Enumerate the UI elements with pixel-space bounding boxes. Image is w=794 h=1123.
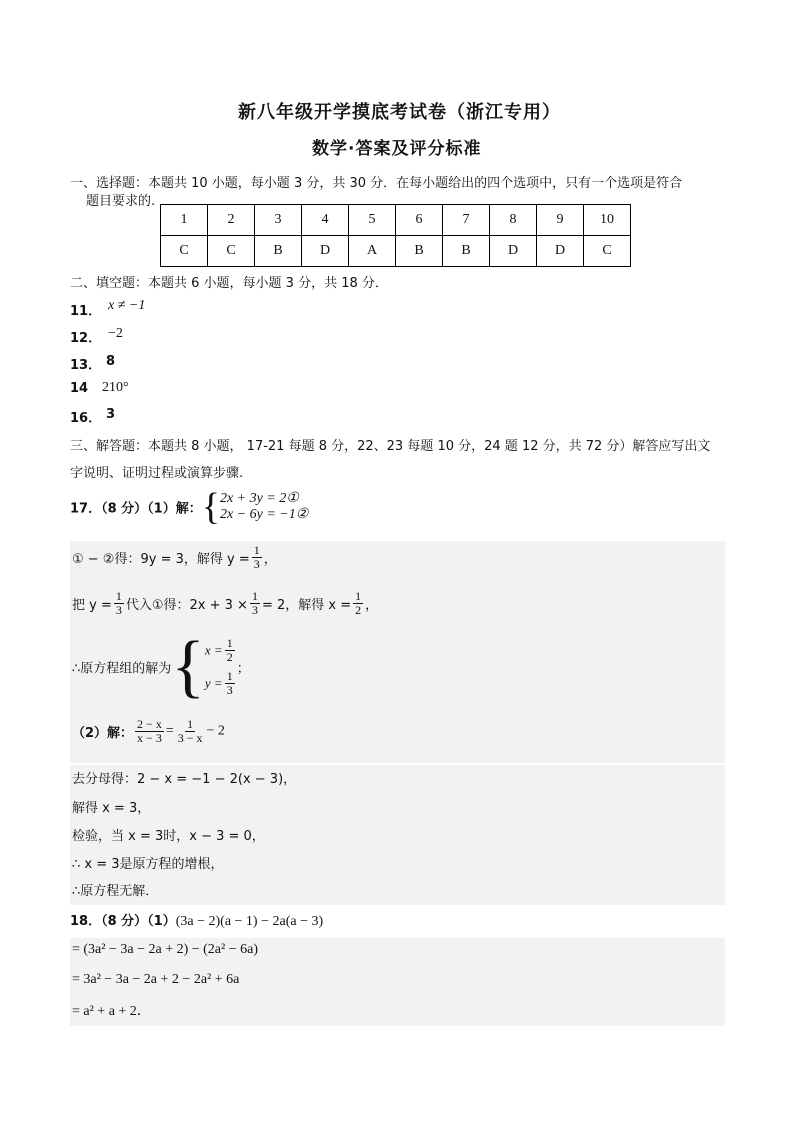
answer-table — [160, 204, 631, 267]
q17-heading — [70, 488, 308, 526]
table-cell-number: 4 — [302, 205, 349, 236]
answer-table-answer-row — [161, 236, 631, 267]
q17-line: 检验，当 x = 3时，x − 3 = 0， — [72, 829, 265, 844]
q18-heading — [70, 910, 323, 930]
table-cell-answer: C — [584, 236, 631, 267]
table-cell-number: 1 — [161, 205, 208, 236]
fill-item-answer: 8 — [106, 354, 116, 369]
q17-step1: ① − ②得：9y = 3，解得 y = $\frac{1}{3}$ ， — [72, 543, 277, 571]
equation-system — [220, 491, 308, 523]
table-cell-number: 10 — [584, 205, 631, 236]
answer-table-number-row — [161, 205, 631, 236]
table-cell-answer: C — [208, 236, 255, 267]
q17-step1-text: ① − ②得：9y = 3，解得 y = — [72, 552, 250, 567]
fill-item-number: 13． — [70, 358, 102, 373]
table-cell-answer: B — [396, 236, 443, 267]
q17-line: ∴原方程无解． — [72, 884, 159, 899]
fill-item-answer: 210° — [102, 380, 129, 395]
q18-line: = 3a² − 3a − 2a + 2 − 2a² + 6a — [72, 972, 240, 987]
fill-item-answer: x ≠ −1 — [108, 298, 146, 313]
q18-line: = a² + a + 2． — [72, 1004, 151, 1019]
solution-y: y = $\frac{1}{3}$ — [204, 669, 233, 697]
brace-glyph: { — [201, 486, 220, 528]
section3-intro-line2: 字说明、证明过程或演算步骤. — [70, 466, 244, 481]
equation-2: 2x − 6y = −1② — [219, 507, 309, 522]
q17-line: 去分母得：2 − x = −1 − 2(x − 3)， — [72, 772, 297, 787]
q18-label: 18．（8 分）（1） — [70, 914, 176, 929]
brace-glyph: { — [171, 628, 205, 705]
q18-expression: (3a − 2)(a − 1) − 2a(a − 3) — [175, 914, 324, 929]
q17-part2: （2）解： $\frac{2 - x}{x - 3}$ = $\frac{1}{3 - x}$ − 2 — [72, 717, 225, 745]
table-cell-answer: D — [490, 236, 537, 267]
fill-item-number: 14 — [70, 381, 89, 396]
table-cell-number: 6 — [396, 205, 443, 236]
q17-step2: 把 y = $\frac{1}{3}$ 代入①得：2x + 3 × $\frac{1}{3}$ = 2，解得 x = $\frac{1}{2}$ ， — [72, 589, 379, 617]
table-cell-number: 8 — [490, 205, 537, 236]
table-cell-number: 9 — [537, 205, 584, 236]
fraction: $\frac{1}{2}$ — [226, 636, 233, 664]
table-cell-number: 2 — [208, 205, 255, 236]
section1-intro-line2: 题目要求的. — [86, 194, 156, 209]
table-cell-number: 7 — [443, 205, 490, 236]
section3-intro-line1: 三、解答题：本题共 8 小题， 17-21 每题 8 分，22、23 每题 10 分，24 题 12 分，共 72 分）解答应写出文 — [70, 439, 711, 454]
section1-intro-line1: 一、选择题：本题共 10 小题，每小题 3 分，共 30 分．在每小题给出的四个选项中，只有一个选项是符合 — [70, 176, 683, 191]
q17-label: 17．（8 分）（1）解： — [70, 501, 202, 517]
fill-item-answer: −2 — [108, 326, 123, 341]
solution-values — [205, 637, 237, 697]
table-cell-answer: C — [161, 236, 208, 267]
page-subtitle: 数学·答案及评分标准 — [312, 139, 482, 159]
fraction: $\frac{1}{3}$ — [115, 589, 122, 617]
table-cell-answer: B — [443, 236, 490, 267]
fraction: $\frac{2 - x}{x - 3}$ — [137, 717, 162, 745]
table-cell-answer: D — [537, 236, 584, 267]
fraction: $\frac{1}{2}$ — [355, 589, 362, 617]
page-title: 新八年级开学摸底考试卷（浙江专用） — [238, 102, 561, 123]
table-cell-answer: D — [302, 236, 349, 267]
fill-item-number: 11． — [70, 304, 102, 319]
table-cell-number: 3 — [255, 205, 302, 236]
equation-1: 2x + 3y = 2① — [219, 491, 299, 506]
q18-line: = (3a² − 3a − 2a + 2) − (2a² − 6a) — [72, 942, 258, 957]
fraction: $\frac{1}{3}$ — [253, 543, 260, 571]
fraction: $\frac{1}{3}$ — [251, 589, 258, 617]
fill-item-number: 16． — [70, 411, 102, 426]
table-cell-number: 5 — [349, 205, 396, 236]
q17-line: ∴ x = 3是原方程的增根， — [72, 857, 224, 872]
fraction: $\frac{1}{3 - x}$ — [177, 717, 203, 745]
table-cell-answer: B — [255, 236, 302, 267]
q17-line: 解得 x = 3， — [72, 801, 151, 816]
fill-item-answer: 3 — [106, 407, 116, 422]
fraction: $\frac{1}{3}$ — [226, 669, 233, 697]
table-cell-answer: A — [349, 236, 396, 267]
q17-solution-set: ∴原方程组的解为{ x = $\frac{1}{2}$ y = $\frac{1}{3}$ ； — [72, 628, 250, 705]
solution-x: x = $\frac{1}{2}$ — [204, 636, 233, 664]
fill-item-number: 12． — [70, 331, 102, 346]
section2-intro: 二、填空题：本题共 6 小题，每小题 3 分，共 18 分． — [70, 276, 388, 291]
